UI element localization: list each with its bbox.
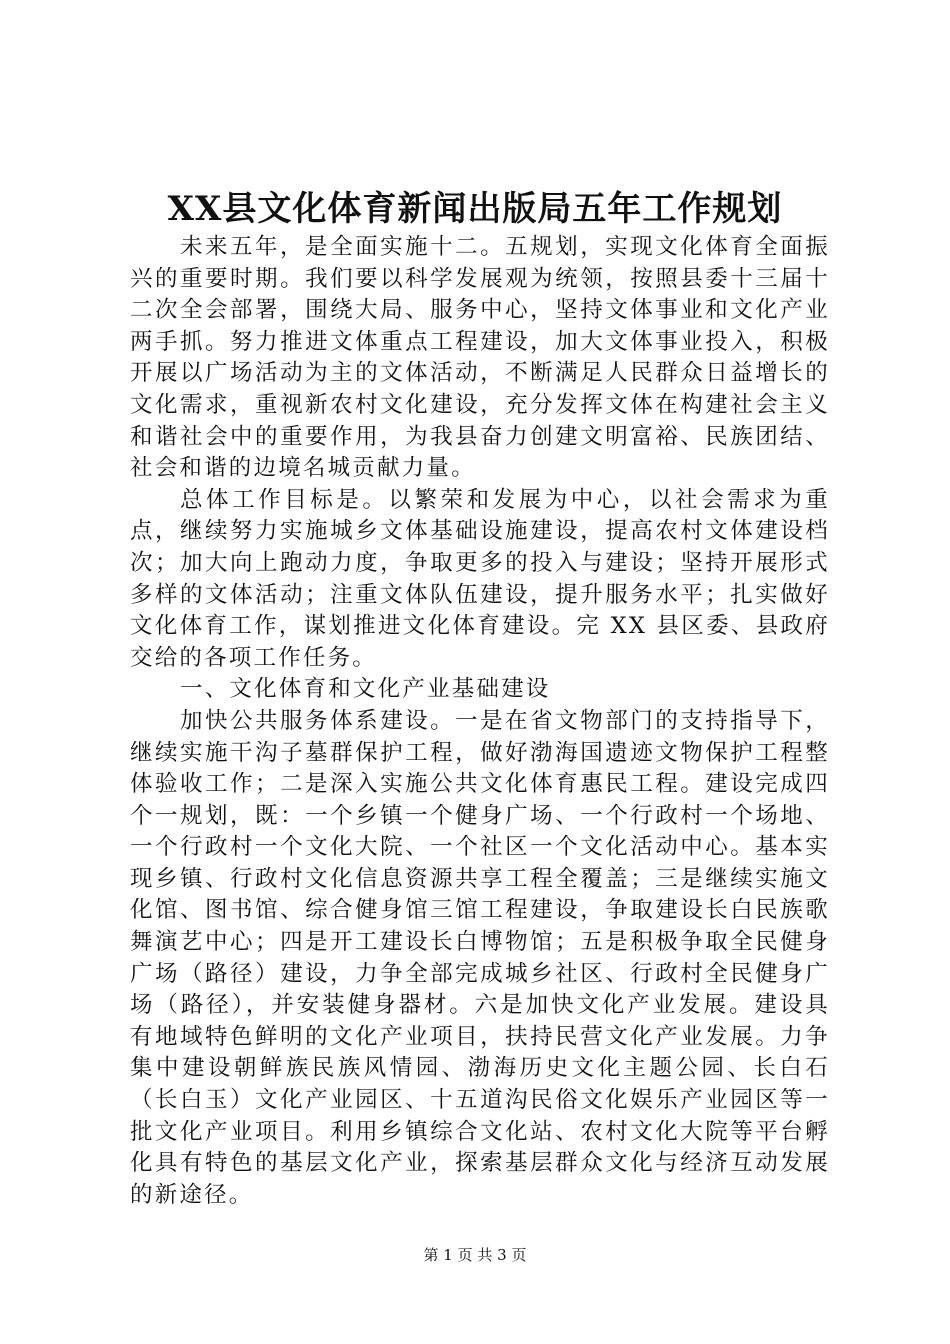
section-heading-1: 一、文化体育和文化产业基础建设 (180, 676, 551, 703)
paragraph-intro: 未来五年，是全面实施十二。五规划，实现文化体育全面振兴的重要时期。我们要以科学发展观为统领，按照县委十三届十二次全会部署，围绕大局、服务中心，坚持文体事业和文化产业两手抓。努力推进文体重点工程建设，加大文体事业投入，积极开展以广场活动为主的文体活动，不断满足人民群众日益增长的文化需求，重视新农村文化建设，充分发挥文体在构建社会主义和谐社会中的重要作用，为我县奋力创建文明富裕、民族团结、社会和谐的边境名城贡献力量。 (130, 234, 830, 482)
paragraph-public-service: 加快公共服务体系建设。一是在省文物部门的支持指导下，继续实施干沟子墓群保护工程，做好渤海国遗迹文物保护工程整体验收工作；二是深入实施公共文化体育惠民工程。建设完成四个一规划，既：一个乡镇一个健身广场、一个行政村一个场地、一个行政村一个文化大院、一个社区一个文化活动中心。基本实现乡镇、行政村文化信息资源共享工程全覆盖；三是继续实施文化馆、图书馆、综合健身馆三馆工程建设，争取建设长白民族歌舞演艺中心；四是开工建设长白博物馆；五是积极争取全民健身广场（路径）建设，力争全部完成城乡社区、行政村全民健身广场（路径），并安装健身器材。六是加快文化产业发展。建设具有地域特色鲜明的文化产业项目，扶持民营文化产业发展。力争集中建设朝鲜族民族风情园、渤海历史文化主题公园、长白石（长白玉）文化产业园区、十五道沟民俗文化娱乐产业园区等一批文化产业项目。利用乡镇综合文化站、农村文化大院等平台孵化具有特色的基层文化产业，探索基层群众文化与经济互动发展的新途径。 (130, 707, 830, 1208)
document-body (130, 232, 830, 1211)
paragraph-overall-goal: 总体工作目标是。以繁荣和发展为中心，以社会需求为重点，继续努力实施城乡文体基础设施建设，提高农村文体建设档次；加大向上跑动力度，争取更多的投入与建设；坚持开展形式多样的文体活动；注重文体队伍建设，提升服务水平；扎实做好文化体育工作，谋划推进文化体育建设。完 XX 县区委、县政府交给的各项工作任务。 (130, 486, 830, 671)
document-title: XX县文化体育新闻出版局五年工作规划 (167, 189, 783, 229)
page-number-footer: 第 1 页 共 3 页 (423, 1246, 527, 1264)
